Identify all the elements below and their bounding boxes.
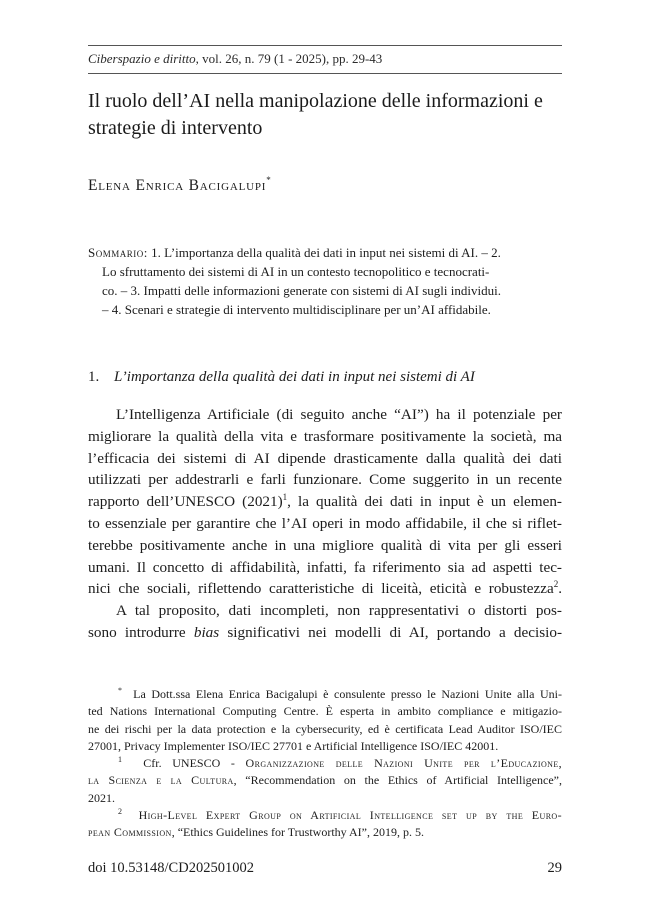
- footnote-line: 2021.: [88, 790, 115, 805]
- journal-citation: [88, 50, 562, 68]
- doi[interactable]: doi 10.53148/CD202501002: [88, 860, 254, 876]
- summary-line: Sommario: 1. L’importanza della qualità dei dati in input nei sistemi di AI. – 2.: [88, 245, 501, 260]
- journal-details: , vol. 26, n. 79 (1 - 2025), pp. 29-43: [195, 51, 383, 66]
- body-line: utilizzati per addestrarli e farli funzionare. Come suggerito in un recente: [88, 471, 562, 489]
- footnote-line: pean Commission, “Ethics Guidelines for Trustworthy AI”, 2019, p. 5.: [88, 825, 425, 840]
- article-title: [88, 88, 562, 142]
- footnote-mark-2: 2: [118, 807, 122, 817]
- body-line: to essenziale per garantire che l’AI operi in modo affidabile, il che si riflet-: [88, 514, 562, 532]
- footnote-line: * La Dott.ssa Elena Enrica Bacigalupi è consulente presso le Nazioni Unite alla Uni-: [118, 686, 563, 701]
- section-title: L’importanza della qualità dei dati in input nei sistemi di AI: [114, 369, 475, 385]
- section-heading: [88, 367, 562, 387]
- journal-name: Ciberspazio e diritto: [88, 51, 196, 66]
- footnote-ref-1[interactable]: 1: [282, 492, 288, 503]
- footnote-mark-1: 1: [118, 755, 122, 765]
- summary-line: co. – 3. Impatti delle informazioni generate con sistemi di AI sugli individui.: [102, 283, 501, 298]
- footnote-line: $^2$ High-Level Expert Group on Artificial Intelligence set up by the Euro-: [118, 807, 563, 823]
- body-line: migliorare la qualità della vita e trasformare positivamente la società, ma: [88, 427, 562, 445]
- body-line: L’Intelligenza Artificiale (di seguito anche “AI”) ha il potenziale per: [116, 406, 562, 423]
- footnote-line: 27001, Privacy Implementer ISO/IEC 27701 e Artificial Intelligence ISO/IEC 42001.: [88, 738, 499, 753]
- header-bottom-rule: [88, 73, 562, 74]
- footnote-ref-2[interactable]: 2: [553, 579, 559, 590]
- body-line: terebbe positivamente anche in una migliore qualità di vita per gli esseri: [88, 536, 562, 554]
- footnote-line: ne dei rischi per la data protection e la cybersecurity, ed è certificata Lead Auditor ISO/IEC: [88, 721, 562, 736]
- body-line: l’efficacia dei sistemi di AI dipende drasticamente dalla qualità dei dati: [88, 449, 562, 467]
- footnote-line: $^1$ Cfr. UNESCO - Organizzazione delle Nazioni Unite per l’Educazione,: [118, 755, 563, 771]
- body-line: sono introdurre bias significativi nei modelli di AI, portando a decisio-: [88, 623, 563, 641]
- body-line: nici che sociali, riflettendo caratteristiche di liceità, eticità e robustezza$^2$.: [88, 579, 562, 598]
- title-line-1: Il ruolo dell’AI nella manipolazione delle informazioni e: [88, 90, 543, 112]
- header-top-rule: [88, 45, 562, 46]
- footnote-line: ted Nations International Computing Centre. È esperta in ambito compliance e mitigazio-: [88, 704, 562, 719]
- bias-term: bias: [193, 623, 220, 641]
- footnotes: [88, 686, 562, 842]
- summary-line: – 4. Scenari e strategie di intervento multidisciplinare per un’AI affidabile.: [102, 302, 491, 317]
- author-text: Elena Enrica Bacigalupi: [88, 177, 267, 195]
- summary: [88, 243, 562, 319]
- footnote-line: la Scienza e la Cultura, “Recommendation on the Ethics of Artificial Intelligence”,: [88, 773, 562, 788]
- body-line: rapporto dell’UNESCO $(2021)^1$, la qualità dei dati in input è un elemen-: [88, 492, 562, 511]
- body-line: umani. Il concetto di affidabilità, infatti, fa riferimento sia ad aspetti tec-: [88, 558, 562, 576]
- section-number: 1.: [88, 369, 100, 385]
- summary-line: Lo sfruttamento dei sistemi di AI in un contesto tecnopolitico e tecnocrati-: [102, 264, 490, 279]
- author-name: [88, 176, 562, 195]
- body-paragraphs: [88, 404, 562, 644]
- summary-label: Sommario:: [88, 245, 148, 260]
- page-number: 29: [547, 860, 562, 876]
- author-footnote-mark: *: [266, 175, 271, 185]
- title-line-2: strategie di intervento: [88, 117, 263, 139]
- footnote-mark-author: *: [118, 686, 122, 695]
- body-line: A tal proposito, dati incompleti, non rappresentativi o distorti pos-: [116, 602, 562, 620]
